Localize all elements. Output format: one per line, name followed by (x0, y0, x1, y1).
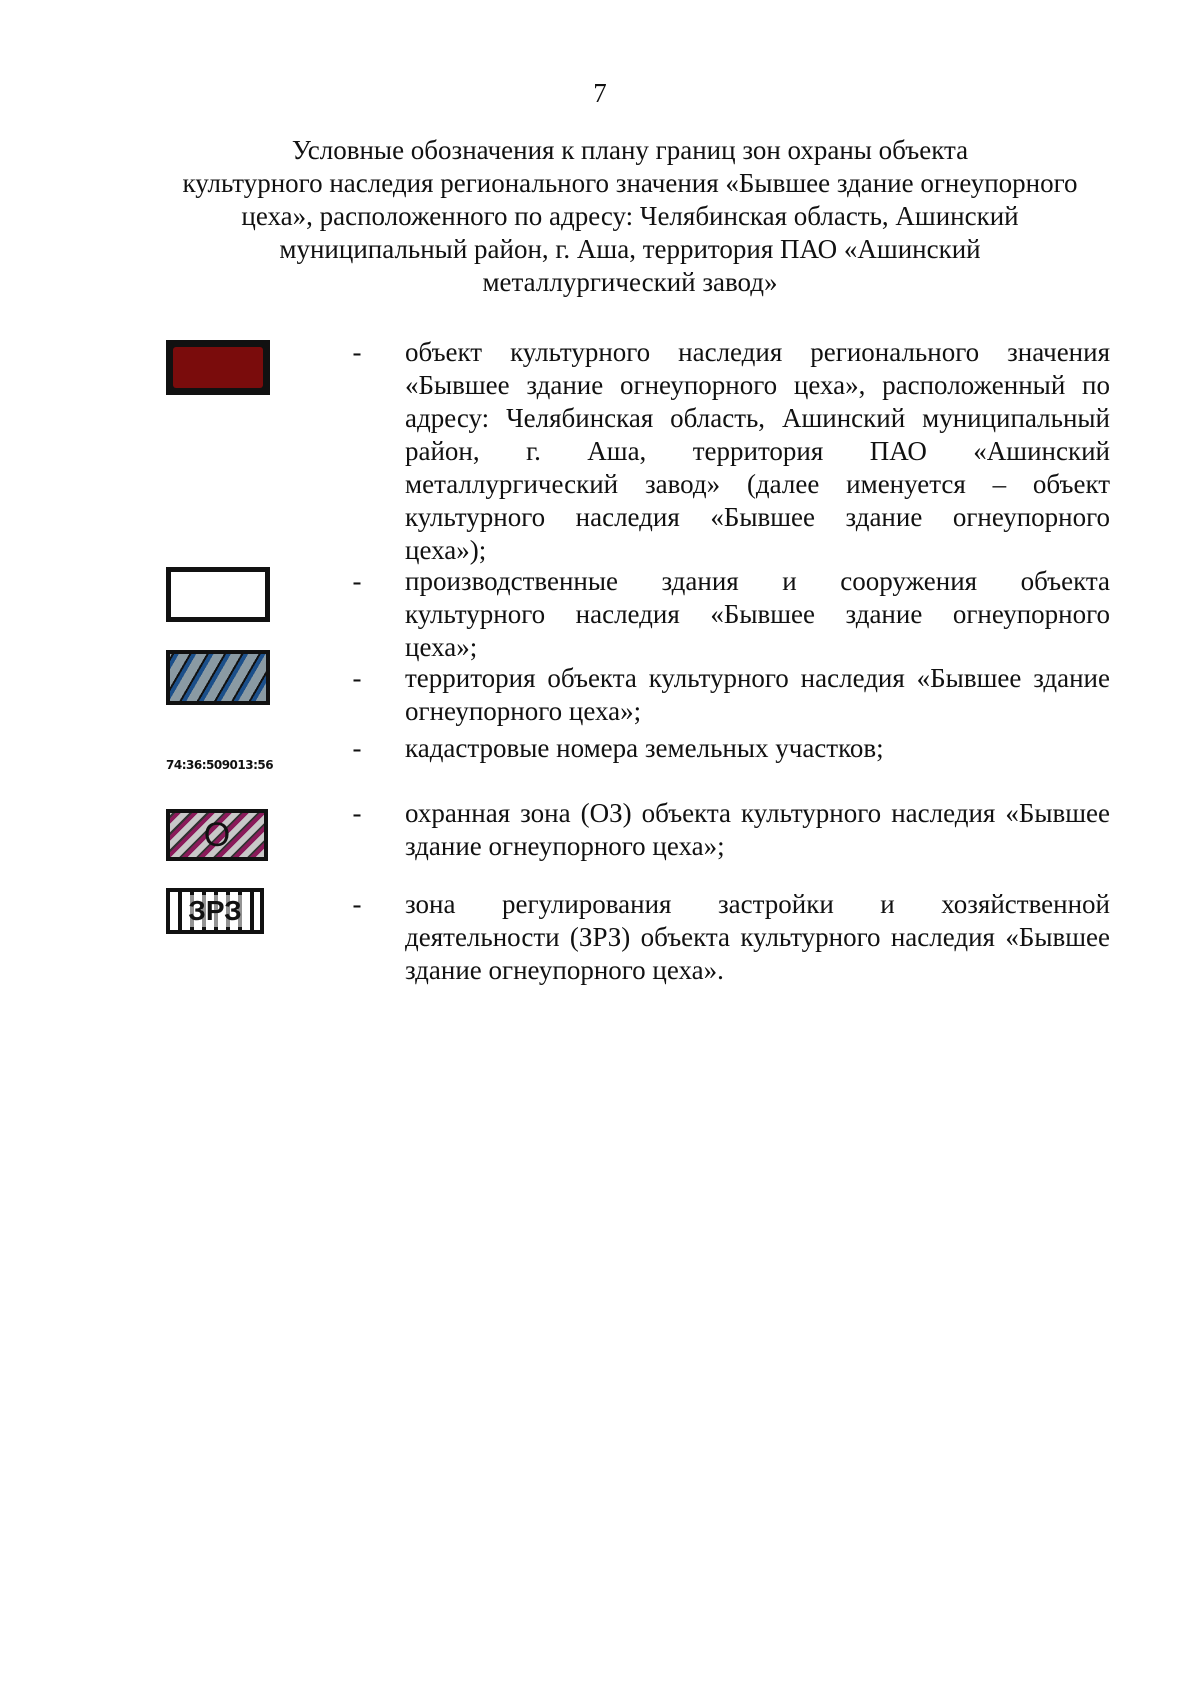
description-line: цеха»; (405, 632, 478, 662)
title-line: Условные обозначения к плану границ зон охраны объекта (291, 135, 969, 165)
title-line: муниципальный район, г. Аша, территория ПАО «Ашинский (279, 234, 981, 264)
protection-zone-symbol (166, 809, 268, 861)
production-buildings-symbol (166, 567, 270, 622)
description-line: культурного наследия «Бывшее здание огнеупорного (405, 599, 1110, 629)
description-line: адресу: Челябинская область, Ашинский муниципальный (405, 403, 1110, 433)
description-line: район, г. Аша, территория ПАО «Ашинский (405, 436, 1110, 466)
description-line: здание огнеупорного цеха». (405, 955, 724, 985)
description-line: территория объекта культурного наследия «Бывшее здание (405, 663, 1110, 693)
cadastral-number-label: 74:36:509013:56 (166, 758, 274, 772)
legend-dash: - (352, 798, 362, 828)
legend-description (405, 888, 1110, 987)
description-line: производственные здания и сооружения объекта (405, 566, 1110, 596)
description-line: огнеупорного цеха»; (405, 696, 642, 726)
legend-description (405, 565, 1110, 664)
description-line: охранная зона (ОЗ) объекта культурного наследия «Бывшее (405, 798, 1110, 828)
regulation-zone-symbol-label: ЗРЗ (188, 895, 242, 926)
heritage-object-symbol (166, 340, 270, 395)
description-line: кадастровые номера земельных участков; (405, 733, 884, 763)
territory-hatch-symbol (166, 650, 270, 705)
legend-description (405, 662, 1110, 728)
legend-description (405, 336, 1110, 567)
page-title (160, 134, 1100, 299)
description-line: объект культурного наследия регионального значения (405, 337, 1110, 367)
legend-dash: - (352, 733, 362, 763)
description-line: культурного наследия «Бывшее здание огнеупорного (405, 502, 1110, 532)
legend-description (405, 732, 1110, 765)
title-line: культурного наследия регионального значения «Бывшее здание огнеупорного (182, 168, 1078, 198)
legend-dash: - (352, 566, 362, 596)
description-line: зона регулирования застройки и хозяйственной (405, 889, 1110, 919)
description-line: деятельности (ЗРЗ) объекта культурного наследия «Бывшее (405, 922, 1110, 952)
description-line: здание огнеупорного цеха»; (405, 831, 725, 861)
page-number: 7 (593, 78, 607, 108)
regulation-zone-symbol (166, 888, 264, 934)
legend-description (405, 797, 1110, 863)
description-line: цеха»); (405, 535, 487, 565)
description-line: металлургический завод» (далее именуется – объект (405, 469, 1110, 499)
legend-dash: - (352, 889, 362, 919)
title-line: цеха», расположенного по адресу: Челябинская область, Ашинский (241, 201, 1019, 231)
title-line: металлургический завод» (482, 267, 778, 297)
protection-zone-symbol-label: О (203, 815, 231, 854)
legend-dash: - (352, 663, 362, 693)
legend-dash: - (352, 337, 362, 367)
description-line: «Бывшее здание огнеупорного цеха», расположенный по (405, 370, 1110, 400)
